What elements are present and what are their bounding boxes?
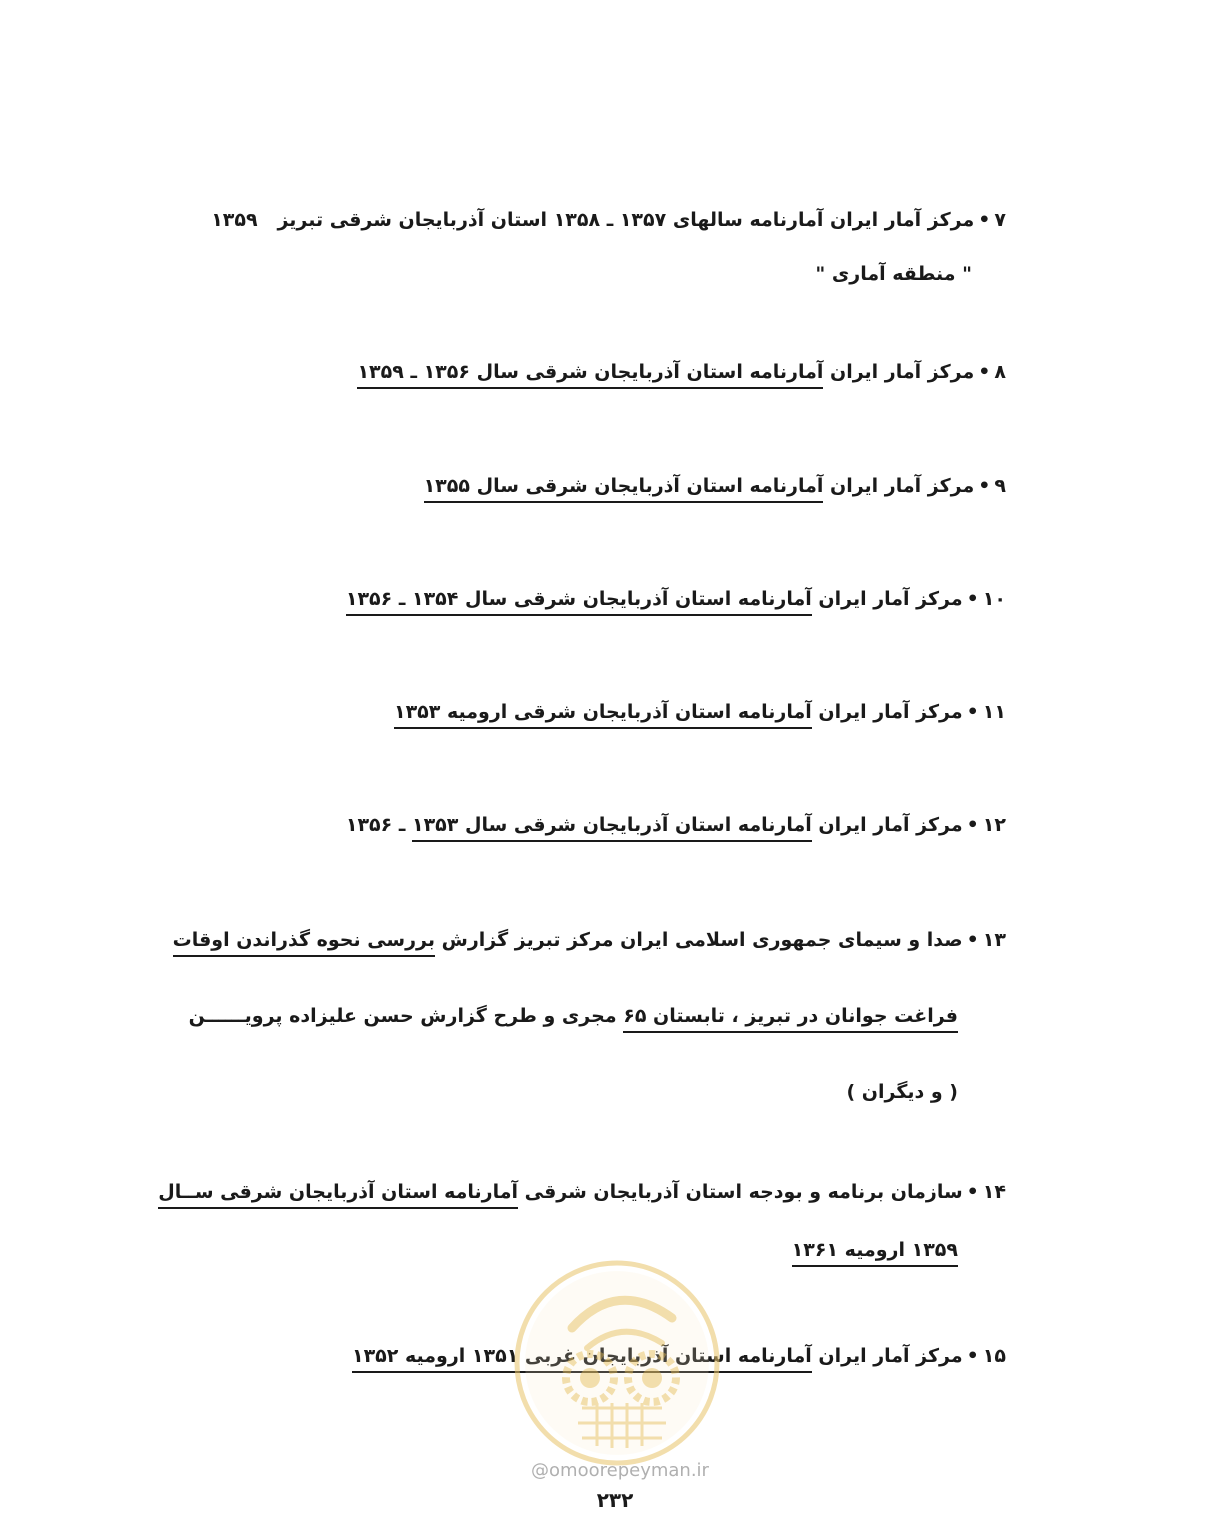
reference-number: ۱۱ — [982, 701, 1006, 723]
reference-author: مرکز آمار ایران — [818, 588, 963, 610]
reference-11: ۱۱•مرکز آمار ایران آمارنامه استان آذربایجان شرقی ارومیه ۱۳۵۳ — [394, 698, 1006, 726]
reference-7-line-1: ۷•مرکز آمار ایران آمارنامه سالهای ۱۳۵۷ ـ ۱۳۵۸ استان آذربایجان شرقی تبریز ۱۳۵۹ — [211, 209, 1006, 231]
reference-text: مرکز آمار ایران آمارنامه سالهای ۱۳۵۷ ـ ۱۳۵۸ استان آذربایجان شرقی تبریز — [277, 209, 975, 231]
reference-12: ۱۲•مرکز آمار ایران آمارنامه استان آذربایجان شرقی سال ۱۳۵۳ ـ ۱۳۵۶ — [346, 811, 1006, 839]
reference-author: مرکز آمار ایران — [830, 361, 975, 383]
reference-title: آمارنامه استان آذربایجان شرقی سال ۱۳۵۳ — [412, 814, 812, 842]
reference-title: ۱۳۵۹ ارومیه ۱۳۶۱ — [792, 1239, 958, 1267]
reference-number: ۷ — [994, 209, 1006, 231]
reference-title: آمارنامه استان آذربایجان شرقی سال ۱۳۵۵ — [424, 475, 824, 503]
reference-year-range: ـ ۱۳۵۶ — [345, 814, 406, 836]
reference-title: آمارنامه استان آذربایجان شرقی ســال — [158, 1181, 518, 1209]
reference-8: ۸•مرکز آمار ایران آمارنامه استان آذربایجان شرقی سال ۱۳۵۶ ـ ۱۳۵۹ — [357, 358, 1006, 386]
reference-number: ۱۰ — [982, 588, 1006, 610]
reference-13-line-1: ۱۳•صدا و سیمای جمهوری اسلامی ایران مرکز تبریز گزارش بررسی نحوه گذراندن اوقات — [173, 926, 1006, 954]
reference-number: ۱۳ — [982, 929, 1006, 951]
page-number: ۲۳۲ — [596, 1488, 634, 1512]
omoorepeyman-seal-icon — [512, 1258, 722, 1468]
reference-13-line-3 — [846, 1078, 958, 1106]
reference-author: مرکز آمار ایران — [818, 701, 963, 723]
reference-13-line-2 — [189, 1002, 958, 1030]
reference-title: آمارنامه استان آذربایجان شرقی ارومیه ۱۳۵۳ — [394, 701, 812, 729]
reference-title: آمارنامه استان آذربایجان شرقی سال ۱۳۵۶ ـ ۱۳۵۹ — [357, 361, 823, 389]
reference-author: صدا و سیمای جمهوری اسلامی ایران مرکز تبریز گزارش — [441, 929, 963, 951]
watermark-url: @omoorepeyman.ir — [531, 1460, 709, 1481]
reference-title: آمارنامه استان آذربایجان غربی ۱۳۵۱ ارومیه ۱۳۵۲ — [352, 1345, 812, 1373]
reference-text: " منطقه آماری " — [815, 263, 972, 285]
reference-14-line-2 — [792, 1236, 958, 1264]
reference-number: ۱۴ — [982, 1181, 1006, 1203]
reference-7-line-2 — [815, 260, 972, 288]
reference-author: مرکز آمار ایران — [818, 814, 963, 836]
reference-number: ۱۲ — [982, 814, 1006, 836]
reference-author: مرکز آمار ایران — [830, 475, 975, 497]
reference-number: ۹ — [994, 475, 1006, 497]
reference-title: فراغت جوانان در تبریز ، تابستان ۶۵ — [623, 1005, 958, 1033]
reference-14-line-1: ۱۴•سازمان برنامه و بودجه استان آذربایجان شرقی آمارنامه استان آذربایجان شرقی ســال — [158, 1178, 1006, 1206]
reference-number: ۱۵ — [982, 1345, 1006, 1367]
reference-number: ۸ — [994, 361, 1006, 383]
reference-title: آمارنامه استان آذربایجان شرقی سال ۱۳۵۴ ـ ۱۳۵۶ — [346, 588, 812, 616]
reference-author: مرکز آمار ایران — [818, 1345, 963, 1367]
reference-text: مجری و طرح گزارش حسن علیزاده پرویــــــن — [188, 1005, 617, 1027]
reference-title: بررسی نحوه گذراندن اوقات — [173, 929, 435, 957]
reference-9: ۹•مرکز آمار ایران آمارنامه استان آذربایجان شرقی سال ۱۳۵۵ — [424, 472, 1006, 500]
reference-year: ۱۳۵۹ — [211, 209, 258, 231]
reference-15: ۱۵•مرکز آمار ایران آمارنامه استان آذربایجان غربی ۱۳۵۱ ارومیه ۱۳۵۲ — [352, 1342, 1006, 1370]
reference-10: ۱۰•مرکز آمار ایران آمارنامه استان آذربایجان شرقی سال ۱۳۵۴ ـ ۱۳۵۶ — [346, 585, 1006, 613]
reference-author: سازمان برنامه و بودجه استان آذربایجان شرقی — [524, 1181, 963, 1203]
reference-text: ( و دیگران ) — [846, 1081, 958, 1103]
